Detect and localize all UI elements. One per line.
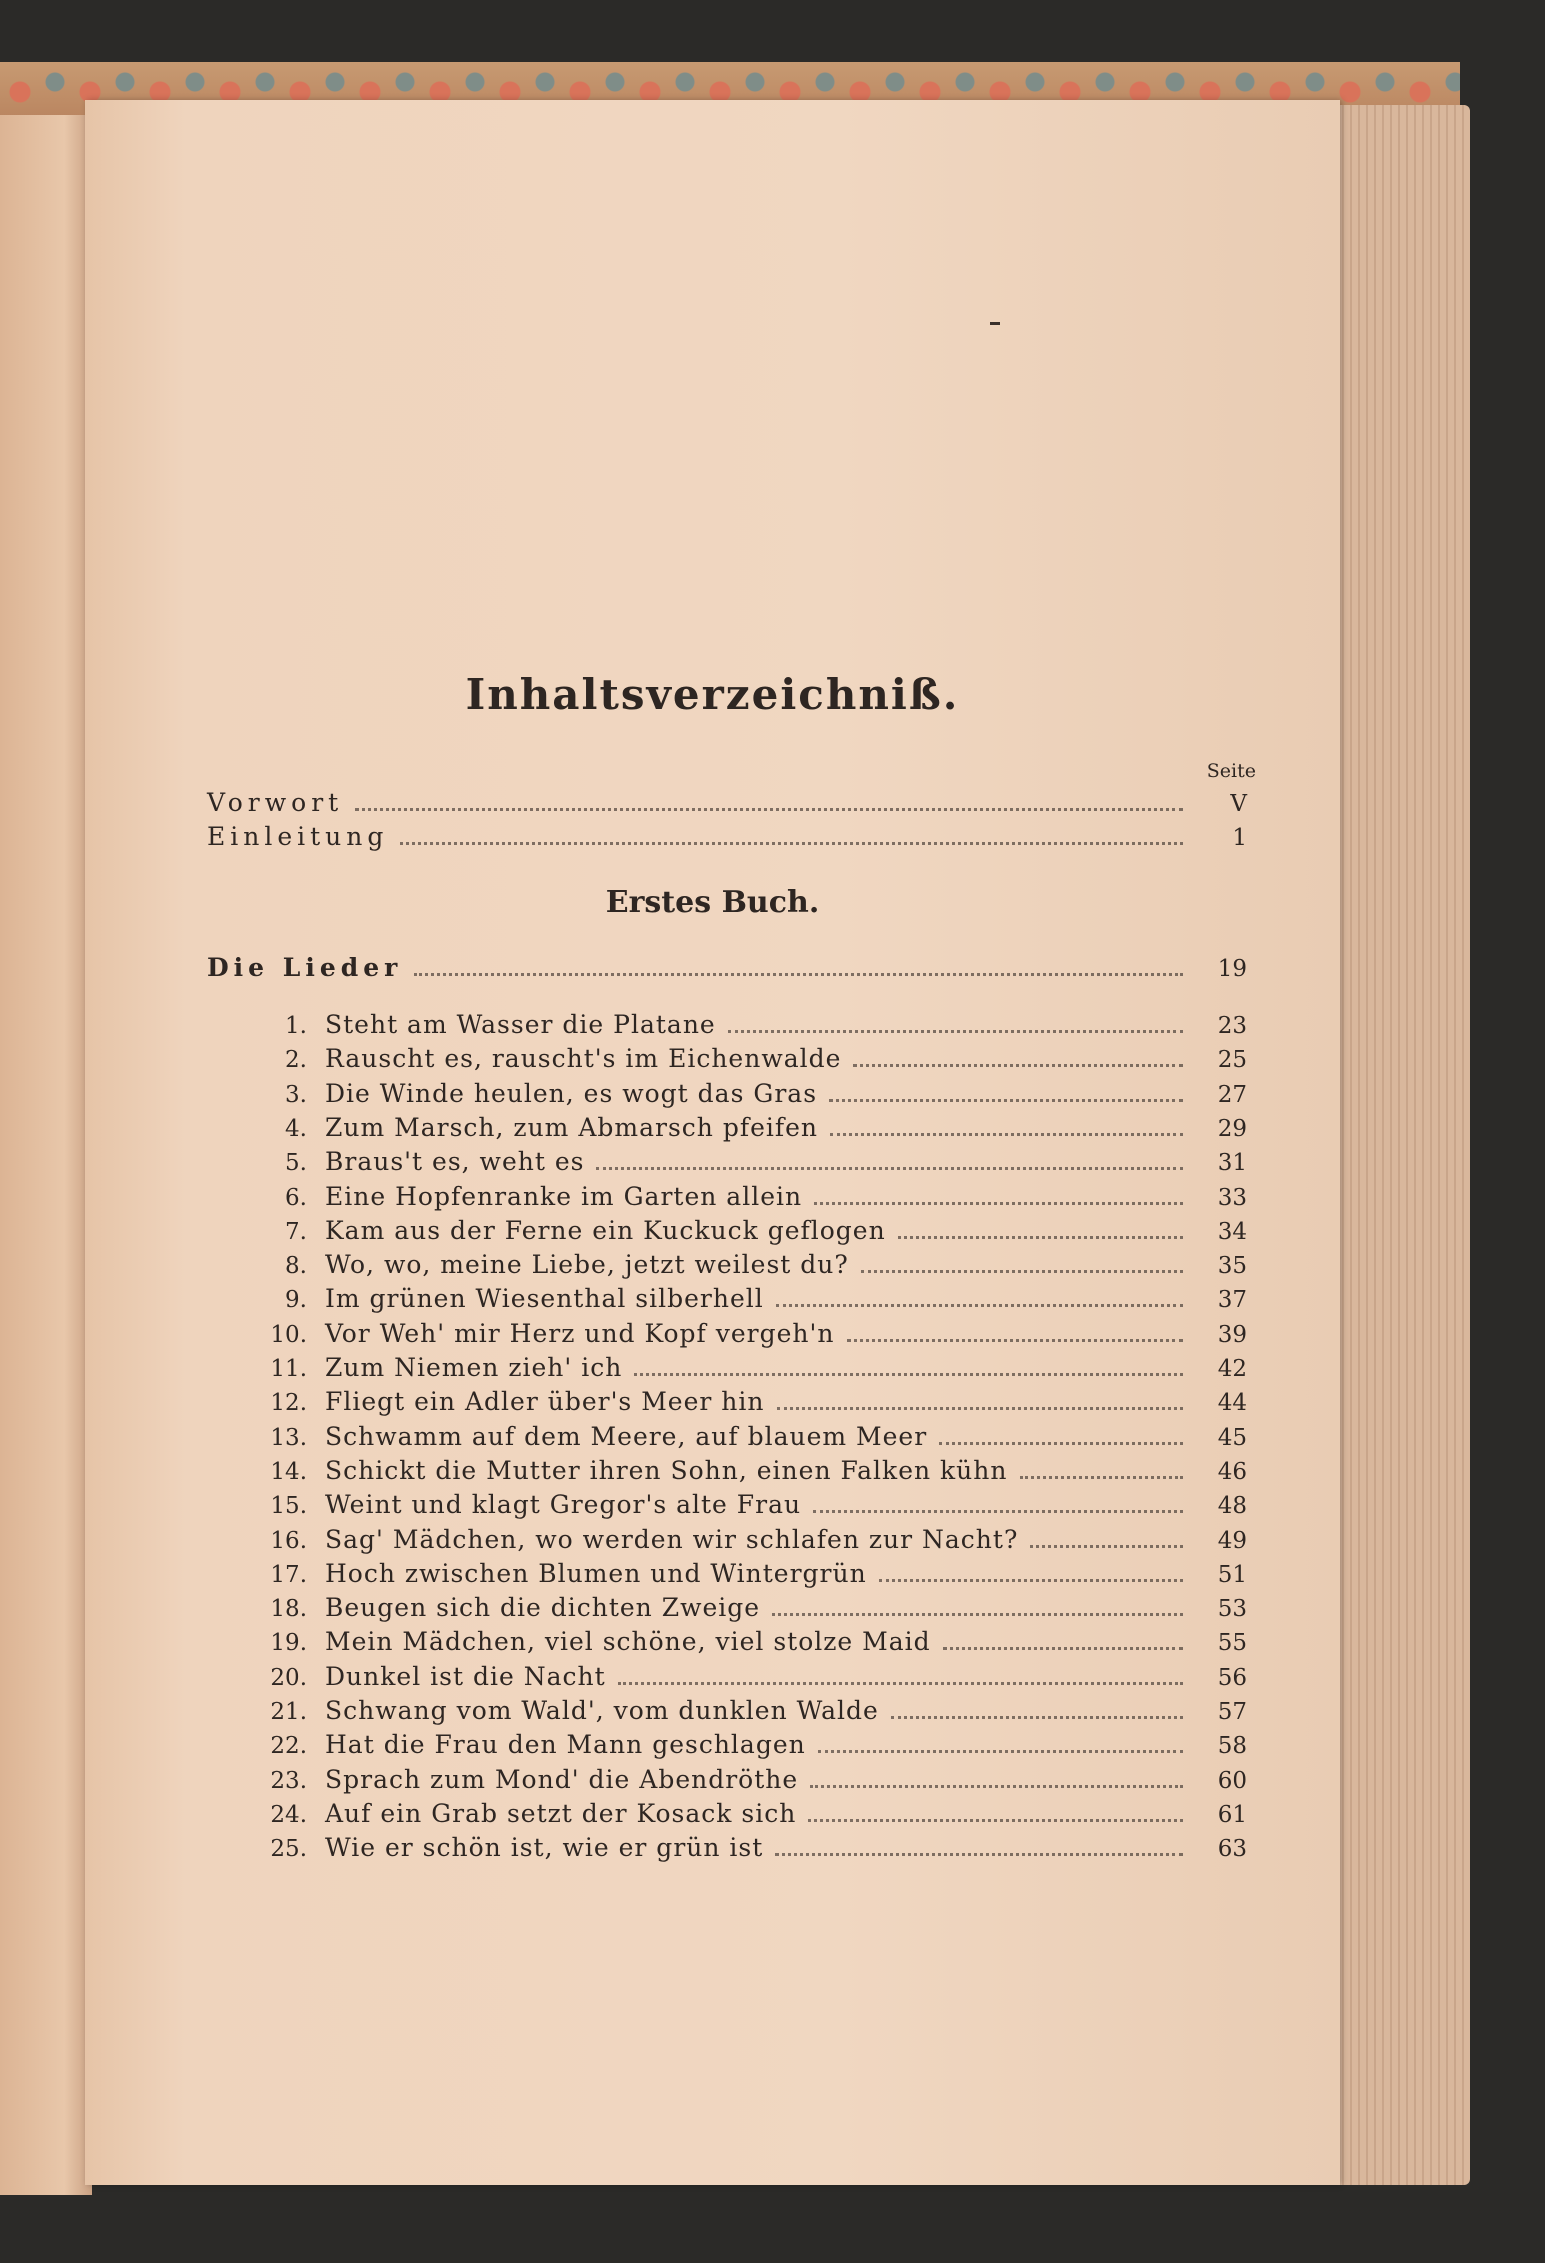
- entry-title: Wie er schön ist, wie er grün ist: [325, 1833, 764, 1863]
- entry-number: 8.: [285, 1253, 307, 1280]
- toc-page-number: 56: [1217, 1664, 1247, 1691]
- book-page: [85, 100, 1340, 2185]
- toc-page-number: 61: [1217, 1801, 1247, 1828]
- entry-number: 10.: [270, 1321, 307, 1348]
- dot-leader: [776, 1304, 1183, 1307]
- dot-leader: [355, 808, 1183, 811]
- dot-leader: [861, 1270, 1183, 1273]
- dot-leader: [853, 1064, 1183, 1067]
- entry-title: Kam aus der Ferne ein Kuckuck geflogen: [325, 1215, 886, 1245]
- toc-entry: [255, 1765, 1247, 1794]
- ink-mark: [990, 322, 1000, 325]
- toc-page-number: 23: [1217, 1013, 1247, 1039]
- dot-leader: [818, 1750, 1183, 1753]
- entry-title: Fliegt ein Adler über's Meer hin: [325, 1387, 765, 1417]
- toc-entry: [255, 1593, 1247, 1622]
- toc-page-number: 63: [1217, 1836, 1247, 1863]
- dot-leader: [414, 973, 1183, 976]
- toc-entry: [255, 1730, 1247, 1759]
- dot-leader: [847, 1339, 1184, 1342]
- dot-leader: [618, 1682, 1183, 1685]
- entry-title: Schwang vom Wald', vom dunklen Walde: [325, 1696, 879, 1725]
- toc-row-einleitung: [207, 822, 1247, 851]
- dot-leader: [777, 1407, 1184, 1410]
- entry-number: 17.: [270, 1561, 307, 1588]
- dot-leader: [829, 1099, 1183, 1102]
- toc-entry: [255, 1696, 1247, 1725]
- toc-page-number: 55: [1217, 1630, 1247, 1657]
- toc-entry: [255, 1456, 1247, 1485]
- page-stack-edges: [1320, 105, 1470, 2185]
- toc-entry: [255, 1284, 1247, 1313]
- page-column-label: Seite: [1206, 760, 1256, 782]
- toc-entry: [255, 1353, 1247, 1382]
- toc-entry: [255, 1662, 1247, 1691]
- dot-leader: [814, 1202, 1183, 1205]
- entry-title: Weint und klagt Gregor's alte Frau: [325, 1490, 802, 1520]
- dot-leader: [728, 1030, 1183, 1033]
- toc-entry: [255, 1490, 1247, 1519]
- toc-entry: [255, 1044, 1247, 1073]
- toc-row-vorwort: [207, 788, 1247, 817]
- entry-number: 16.: [270, 1527, 307, 1554]
- toc-page-number: 48: [1217, 1493, 1247, 1520]
- entry-title: Beugen sich die dichten Zweige: [325, 1593, 761, 1623]
- entry-number: 23.: [270, 1767, 307, 1794]
- toc-page-number: 27: [1217, 1081, 1247, 1108]
- toc-page-number: 29: [1217, 1115, 1247, 1142]
- toc-page-number: 37: [1217, 1287, 1247, 1314]
- toc-page-number: 58: [1217, 1733, 1247, 1760]
- dot-leader: [1030, 1545, 1183, 1548]
- toc-entry: [255, 1387, 1247, 1416]
- toc-label: Vorwort: [207, 788, 344, 817]
- entry-title: Zum Marsch, zum Abmarsch pfeifen: [325, 1112, 819, 1142]
- entry-number: 25.: [270, 1836, 307, 1863]
- dot-leader: [813, 1510, 1183, 1513]
- toc-page-number: 51: [1217, 1561, 1247, 1588]
- entry-title: Zum Niemen zieh' ich: [325, 1353, 623, 1382]
- toc-page-number: 42: [1217, 1356, 1247, 1382]
- toc-page-number: 33: [1217, 1184, 1247, 1211]
- entry-number: 20.: [270, 1664, 307, 1691]
- toc-entry: [255, 1010, 1247, 1039]
- toc-entry: [255, 1525, 1247, 1554]
- toc-page-number: 39: [1217, 1321, 1247, 1348]
- entry-number: 6.: [285, 1184, 307, 1211]
- section-label: Die Lieder: [207, 953, 403, 982]
- entry-title: Braus't es, weht es: [325, 1147, 585, 1177]
- entry-title: Vor Weh' mir Herz und Kopf vergeh'n: [325, 1318, 835, 1348]
- entry-number: 15.: [270, 1493, 307, 1520]
- dot-leader: [830, 1133, 1183, 1136]
- dot-leader: [808, 1819, 1183, 1822]
- entry-number: 1.: [285, 1013, 307, 1039]
- entry-title: Rauscht es, rauscht's im Eichenwalde: [325, 1044, 842, 1074]
- entry-number: 2.: [285, 1047, 307, 1074]
- toc-entry: [255, 1113, 1247, 1142]
- book-heading: Erstes Buch.: [605, 885, 820, 920]
- toc-page-number: 31: [1217, 1150, 1247, 1177]
- dot-leader: [810, 1785, 1183, 1788]
- toc-entry: [255, 1079, 1247, 1108]
- dot-leader: [943, 1647, 1183, 1650]
- entry-number: 14.: [270, 1458, 307, 1485]
- toc-entry: [255, 1799, 1247, 1828]
- page-title: Inhaltsverzeichniß.: [465, 670, 960, 719]
- toc-page-number: 34: [1217, 1218, 1247, 1245]
- toc-entry: [255, 1833, 1247, 1862]
- entry-title: Mein Mädchen, viel schöne, viel stolze Maid: [325, 1627, 931, 1657]
- toc-row-section: [207, 953, 1247, 982]
- dot-leader: [775, 1853, 1183, 1856]
- toc-entry: [255, 1319, 1247, 1348]
- entry-title: Eine Hopfenranke im Garten allein: [325, 1181, 803, 1211]
- toc-page-number: 57: [1217, 1699, 1247, 1725]
- dot-leader: [891, 1716, 1183, 1719]
- dot-leader: [400, 842, 1183, 845]
- toc-entry: [255, 1182, 1247, 1211]
- left-page-edge: [0, 115, 92, 2195]
- toc-entry: [255, 1250, 1247, 1279]
- dot-leader: [898, 1236, 1183, 1239]
- entry-number: 4.: [285, 1115, 307, 1142]
- entry-number: 11.: [270, 1356, 307, 1382]
- toc-page-number: V: [1230, 791, 1247, 817]
- toc-page-number: 49: [1217, 1527, 1247, 1554]
- dot-leader: [596, 1167, 1183, 1170]
- toc-page-number: 35: [1217, 1253, 1247, 1280]
- toc-entry: [255, 1422, 1247, 1451]
- entry-number: 19.: [270, 1630, 307, 1657]
- entry-title: Die Winde heulen, es wogt das Gras: [325, 1078, 818, 1108]
- dot-leader: [939, 1442, 1183, 1445]
- entry-title: Dunkel ist die Nacht: [325, 1661, 606, 1691]
- toc-page-number: 45: [1217, 1424, 1247, 1451]
- entry-title: Auf ein Grab setzt der Kosack sich: [325, 1798, 797, 1828]
- toc-entry: [255, 1216, 1247, 1245]
- dot-leader: [879, 1579, 1183, 1582]
- dot-leader: [634, 1373, 1183, 1376]
- entry-title: Im grünen Wiesenthal silberhell: [325, 1284, 764, 1314]
- toc-page-number: 44: [1217, 1390, 1247, 1417]
- entry-title: Steht am Wasser die Platane: [325, 1010, 716, 1039]
- toc-entry: [255, 1147, 1247, 1176]
- entry-number: 12.: [270, 1390, 307, 1417]
- entry-title: Schickt die Mutter ihren Sohn, einen Falken kühn: [325, 1455, 1008, 1485]
- entry-number: 3.: [285, 1081, 307, 1108]
- entry-number: 9.: [285, 1287, 307, 1314]
- toc-page-number: 1: [1232, 825, 1247, 851]
- entry-title: Schwamm auf dem Meere, auf blauem Meer: [325, 1421, 928, 1451]
- toc-page-number: 25: [1217, 1047, 1247, 1074]
- toc-page-number: 60: [1217, 1767, 1247, 1794]
- entry-number: 7.: [285, 1218, 307, 1245]
- entry-title: Hoch zwischen Blumen und Wintergrün: [325, 1558, 867, 1588]
- entry-number: 22.: [270, 1733, 307, 1760]
- toc-page-number: 46: [1217, 1458, 1247, 1485]
- entry-title: Wo, wo, meine Liebe, jetzt weilest du?: [325, 1250, 849, 1280]
- dot-leader: [772, 1613, 1183, 1616]
- entry-number: 18.: [270, 1596, 307, 1623]
- entry-title: Sprach zum Mond' die Abendröthe: [325, 1764, 799, 1794]
- entry-number: 24.: [270, 1801, 307, 1828]
- toc-label: Einleitung: [207, 822, 389, 851]
- toc-page-number: 19: [1217, 956, 1247, 982]
- entry-number: 5.: [285, 1150, 307, 1177]
- entry-number: 13.: [270, 1424, 307, 1451]
- toc-entry: [255, 1559, 1247, 1588]
- toc-page-number: 53: [1217, 1596, 1247, 1623]
- entry-title: Sag' Mädchen, wo werden wir schlafen zur Nacht?: [325, 1524, 1019, 1554]
- toc-entry: [255, 1627, 1247, 1656]
- dot-leader: [1020, 1476, 1184, 1479]
- entry-number: 21.: [270, 1699, 307, 1725]
- entry-title: Hat die Frau den Mann geschlagen: [325, 1730, 806, 1760]
